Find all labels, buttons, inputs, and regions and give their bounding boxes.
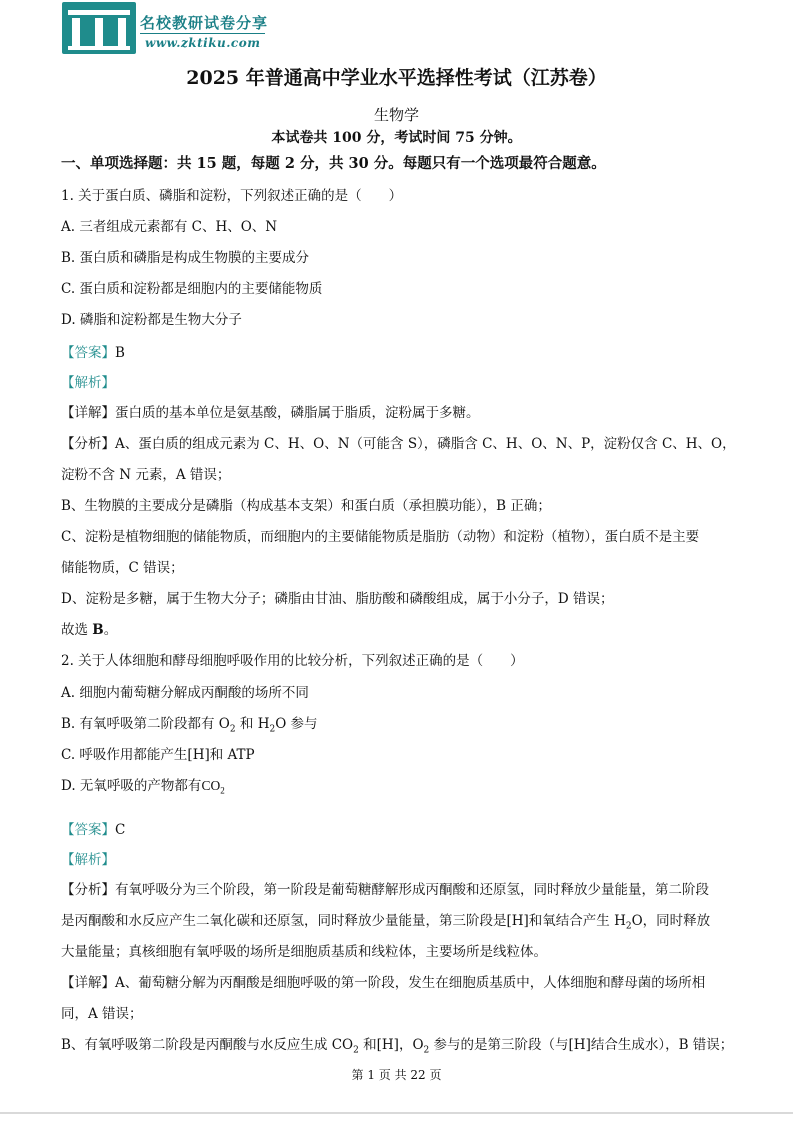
- question-1-analysis-tag: 【解析】: [61, 375, 115, 391]
- question-2-analysis-tag: 【解析】: [61, 852, 115, 868]
- question-2-stem: 2. 关于人体细胞和酵母细胞呼吸作用的比较分析，下列叙述正确的是（ ）: [61, 653, 524, 669]
- question-2-fenxi-line: 是丙酮酸和水反应产生二氧化碳和还原氢，同时释放少量能量，第三阶段是[H]和氧结合产生 $H_2O$，同时释放: [61, 913, 711, 932]
- question-1-detail: 【详解】蛋白质的基本单位是氨基酸，磷脂属于脂质，淀粉属于多糖。: [61, 405, 480, 421]
- page-number: 第 1 页 共 22 页: [351, 1068, 442, 1082]
- answer-tag: 【答案】: [61, 345, 115, 361]
- conclusion-answer: B: [92, 622, 104, 638]
- site-logo: [62, 2, 136, 54]
- question-1-option-a: A. 三者组成元素都有 C、H、O、N: [61, 219, 278, 235]
- question-1-analysis-line: 淀粉不含 N 元素，A 错误；: [61, 467, 231, 483]
- question-2-answer: [61, 818, 125, 838]
- question-2-option-b: B. 有氧呼吸第二阶段都有 $O_2$ 和 $H_2O$ 参与: [61, 716, 318, 735]
- question-1-option-b: B. 蛋白质和磷脂是构成生物膜的主要成分: [61, 250, 310, 266]
- section-heading: 一、单项选择题：共 15 题，每题 2 分，共 30 分。每题只有一个选项最符合题意。: [61, 155, 606, 172]
- answer-value: B: [115, 345, 125, 361]
- question-1-analysis-line: 储能物质，C 错误；: [61, 560, 184, 576]
- answer-value: C: [115, 822, 126, 838]
- footer-divider: [0, 1112, 793, 1114]
- question-2-fenxi-line: 大量能量；真核细胞有氧呼吸的场所是细胞质基质和线粒体，主要场所是线粒体。: [61, 944, 547, 960]
- question-2-option-a: A. 细胞内葡萄糖分解成丙酮酸的场所不同: [61, 685, 309, 701]
- question-2-fenxi-line: 【分析】有氧呼吸分为三个阶段，第一阶段是葡萄糖酵解形成丙酮酸和还原氢，同时释放少量能量，第二阶段: [61, 882, 709, 898]
- question-2-detail-line: 同，A 错误；: [61, 1006, 143, 1022]
- question-2-option-d: D. 无氧呼吸的产物都有$CO_2$: [61, 778, 225, 796]
- question-1-answer: [61, 341, 125, 361]
- question-2-option-c: C. 呼吸作用都能产生[H]和 ATP: [61, 747, 255, 763]
- page-title: 2025 年普通高中学业水平选择性考试（江苏卷）: [186, 67, 607, 89]
- question-2-detail-line: B、有氧呼吸第二阶段是丙酮酸与水反应生成 $CO_2$ 和[H]，$O_2$ 参与的是第三阶段（与[H]结合生成水），B 错误；: [61, 1037, 734, 1056]
- co2-formula: $CO_2$: [201, 778, 225, 796]
- question-1-analysis-line: 【分析】A、蛋白质的组成元素为 C、H、O、N（可能含 S），磷脂含 C、H、O、N、P，淀粉仅含 C、H、O，: [61, 436, 736, 452]
- exam-info: 本试卷共 100 分，考试时间 75 分钟。: [271, 130, 522, 146]
- question-1-analysis-line: B、生物膜的主要成分是磷脂（构成基本支架）和蛋白质（承担膜功能），B 正确；: [61, 498, 551, 514]
- question-1-option-c: C. 蛋白质和淀粉都是细胞内的主要储能物质: [61, 281, 323, 297]
- header-divider: [140, 33, 265, 34]
- question-1-option-d: D. 磷脂和淀粉都是生物大分子: [61, 312, 242, 328]
- question-1-conclusion: 故选 B。: [61, 622, 118, 638]
- question-1-stem: 1. 关于蛋白质、磷脂和淀粉，下列叙述正确的是（ ）: [61, 188, 403, 204]
- answer-tag: 【答案】: [61, 822, 115, 838]
- question-2-detail-line: 【详解】A、葡萄糖分解为丙酮酸是细胞呼吸的第一阶段，发生在细胞质基质中，人体细胞和酵母菌的场所相: [61, 975, 706, 991]
- subject-title: 生物学: [373, 106, 419, 124]
- site-url[interactable]: www.zktiku.com: [145, 36, 261, 50]
- question-1-analysis-line: C、淀粉是植物细胞的储能物质，而细胞内的主要储能物质是脂肪（动物）和淀粉（植物），蛋白质不是主要: [61, 529, 700, 545]
- site-name: 名校教研试卷分享: [140, 14, 269, 32]
- question-1-analysis-line: D、淀粉是多糖，属于生物大分子；磷脂由甘油、脂肪酸和磷酸组成，属于小分子，D 错误；: [61, 591, 614, 607]
